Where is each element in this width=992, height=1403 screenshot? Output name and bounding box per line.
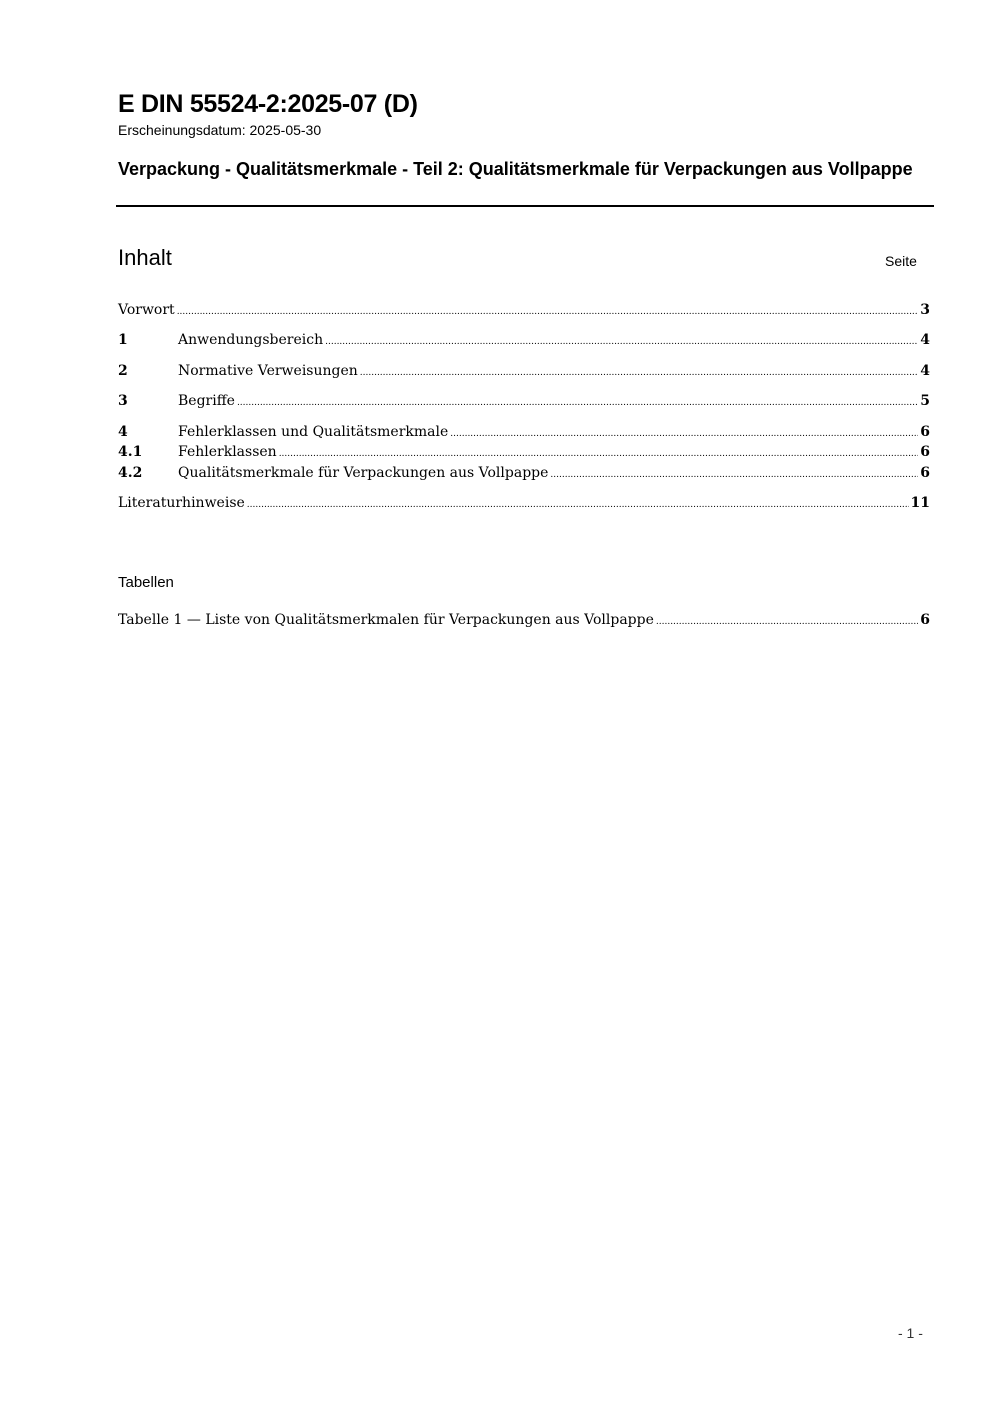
toc-entry-label: Qualitätsmerkmale für Verpackungen aus Vollpappe bbox=[178, 465, 549, 481]
table-entry-label: Tabelle 1 — Liste von Qualitätsmerkmalen für Verpackungen aus Vollpappe bbox=[118, 612, 654, 628]
toc-leader-dots bbox=[656, 617, 918, 627]
toc-entry-normative-verweisungen[interactable] bbox=[118, 363, 930, 383]
table-list-entry[interactable] bbox=[118, 612, 930, 632]
toc-entry-label: Anwendungsbereich bbox=[178, 332, 324, 348]
toc-entry-page: 4 bbox=[920, 332, 930, 348]
toc-leader-dots bbox=[360, 368, 918, 378]
toc-heading: Inhalt bbox=[118, 245, 172, 270]
document-title: Verpackung - Qualitätsmerkmale - Teil 2: Qualitätsmerkmale für Verpackungen aus Vollpappe bbox=[118, 159, 913, 179]
table-entry-page: 6 bbox=[920, 612, 930, 628]
toc-leader-dots bbox=[237, 398, 918, 408]
toc-leader-dots bbox=[550, 470, 918, 480]
toc-entry-page: 4 bbox=[920, 363, 930, 379]
toc-entry-vorwort[interactable] bbox=[118, 302, 930, 322]
toc-leader-dots bbox=[325, 337, 918, 347]
toc-entry-page: 3 bbox=[920, 302, 930, 318]
toc-entry-label: Literaturhinweise bbox=[118, 495, 245, 511]
toc-entry-literaturhinweise[interactable] bbox=[118, 495, 930, 515]
toc-entry-number: 3 bbox=[118, 393, 128, 409]
toc-entry-page: 6 bbox=[920, 444, 930, 460]
toc-entry-label: Begriffe bbox=[178, 393, 235, 409]
toc-leader-dots bbox=[279, 449, 919, 459]
toc-leader-dots bbox=[247, 500, 909, 510]
document-id: E DIN 55524-2:2025-07 (D) bbox=[118, 90, 418, 118]
toc-entry-anwendungsbereich[interactable] bbox=[118, 332, 930, 352]
toc-entry-page: 11 bbox=[910, 495, 930, 511]
toc-entry-number: 4 bbox=[118, 424, 128, 440]
toc-entry-page: 6 bbox=[920, 424, 930, 440]
tables-heading: Tabellen bbox=[118, 574, 174, 591]
toc-entry-qualitaetsmerkmale-vollpappe[interactable] bbox=[118, 465, 930, 485]
toc-entry-number: 4.1 bbox=[118, 444, 143, 460]
publication-date: Erscheinungsdatum: 2025-05-30 bbox=[118, 122, 322, 138]
toc-entry-label: Vorwort bbox=[118, 302, 175, 318]
toc-entry-page: 6 bbox=[920, 465, 930, 481]
toc-page-column-label: Seite bbox=[885, 253, 917, 269]
toc-entry-number: 2 bbox=[118, 363, 128, 379]
toc-leader-dots bbox=[177, 307, 919, 317]
toc-entry-fehlerklassen[interactable] bbox=[118, 444, 930, 464]
toc-entry-label: Fehlerklassen und Qualitätsmerkmale bbox=[178, 424, 449, 440]
toc-entry-label: Normative Verweisungen bbox=[178, 363, 358, 379]
toc-leader-dots bbox=[450, 429, 918, 439]
toc-entry-page: 5 bbox=[920, 393, 930, 409]
toc-entry-number: 1 bbox=[118, 332, 128, 348]
toc-entry-number: 4.2 bbox=[118, 465, 143, 481]
toc-entry-fehlerklassen-und-qualitaetsmerkmale[interactable] bbox=[118, 424, 930, 444]
page-number: - 1 - bbox=[898, 1325, 923, 1341]
toc-entry-label: Fehlerklassen bbox=[178, 444, 277, 460]
toc-entry-begriffe[interactable] bbox=[118, 393, 930, 413]
title-divider bbox=[116, 205, 934, 207]
